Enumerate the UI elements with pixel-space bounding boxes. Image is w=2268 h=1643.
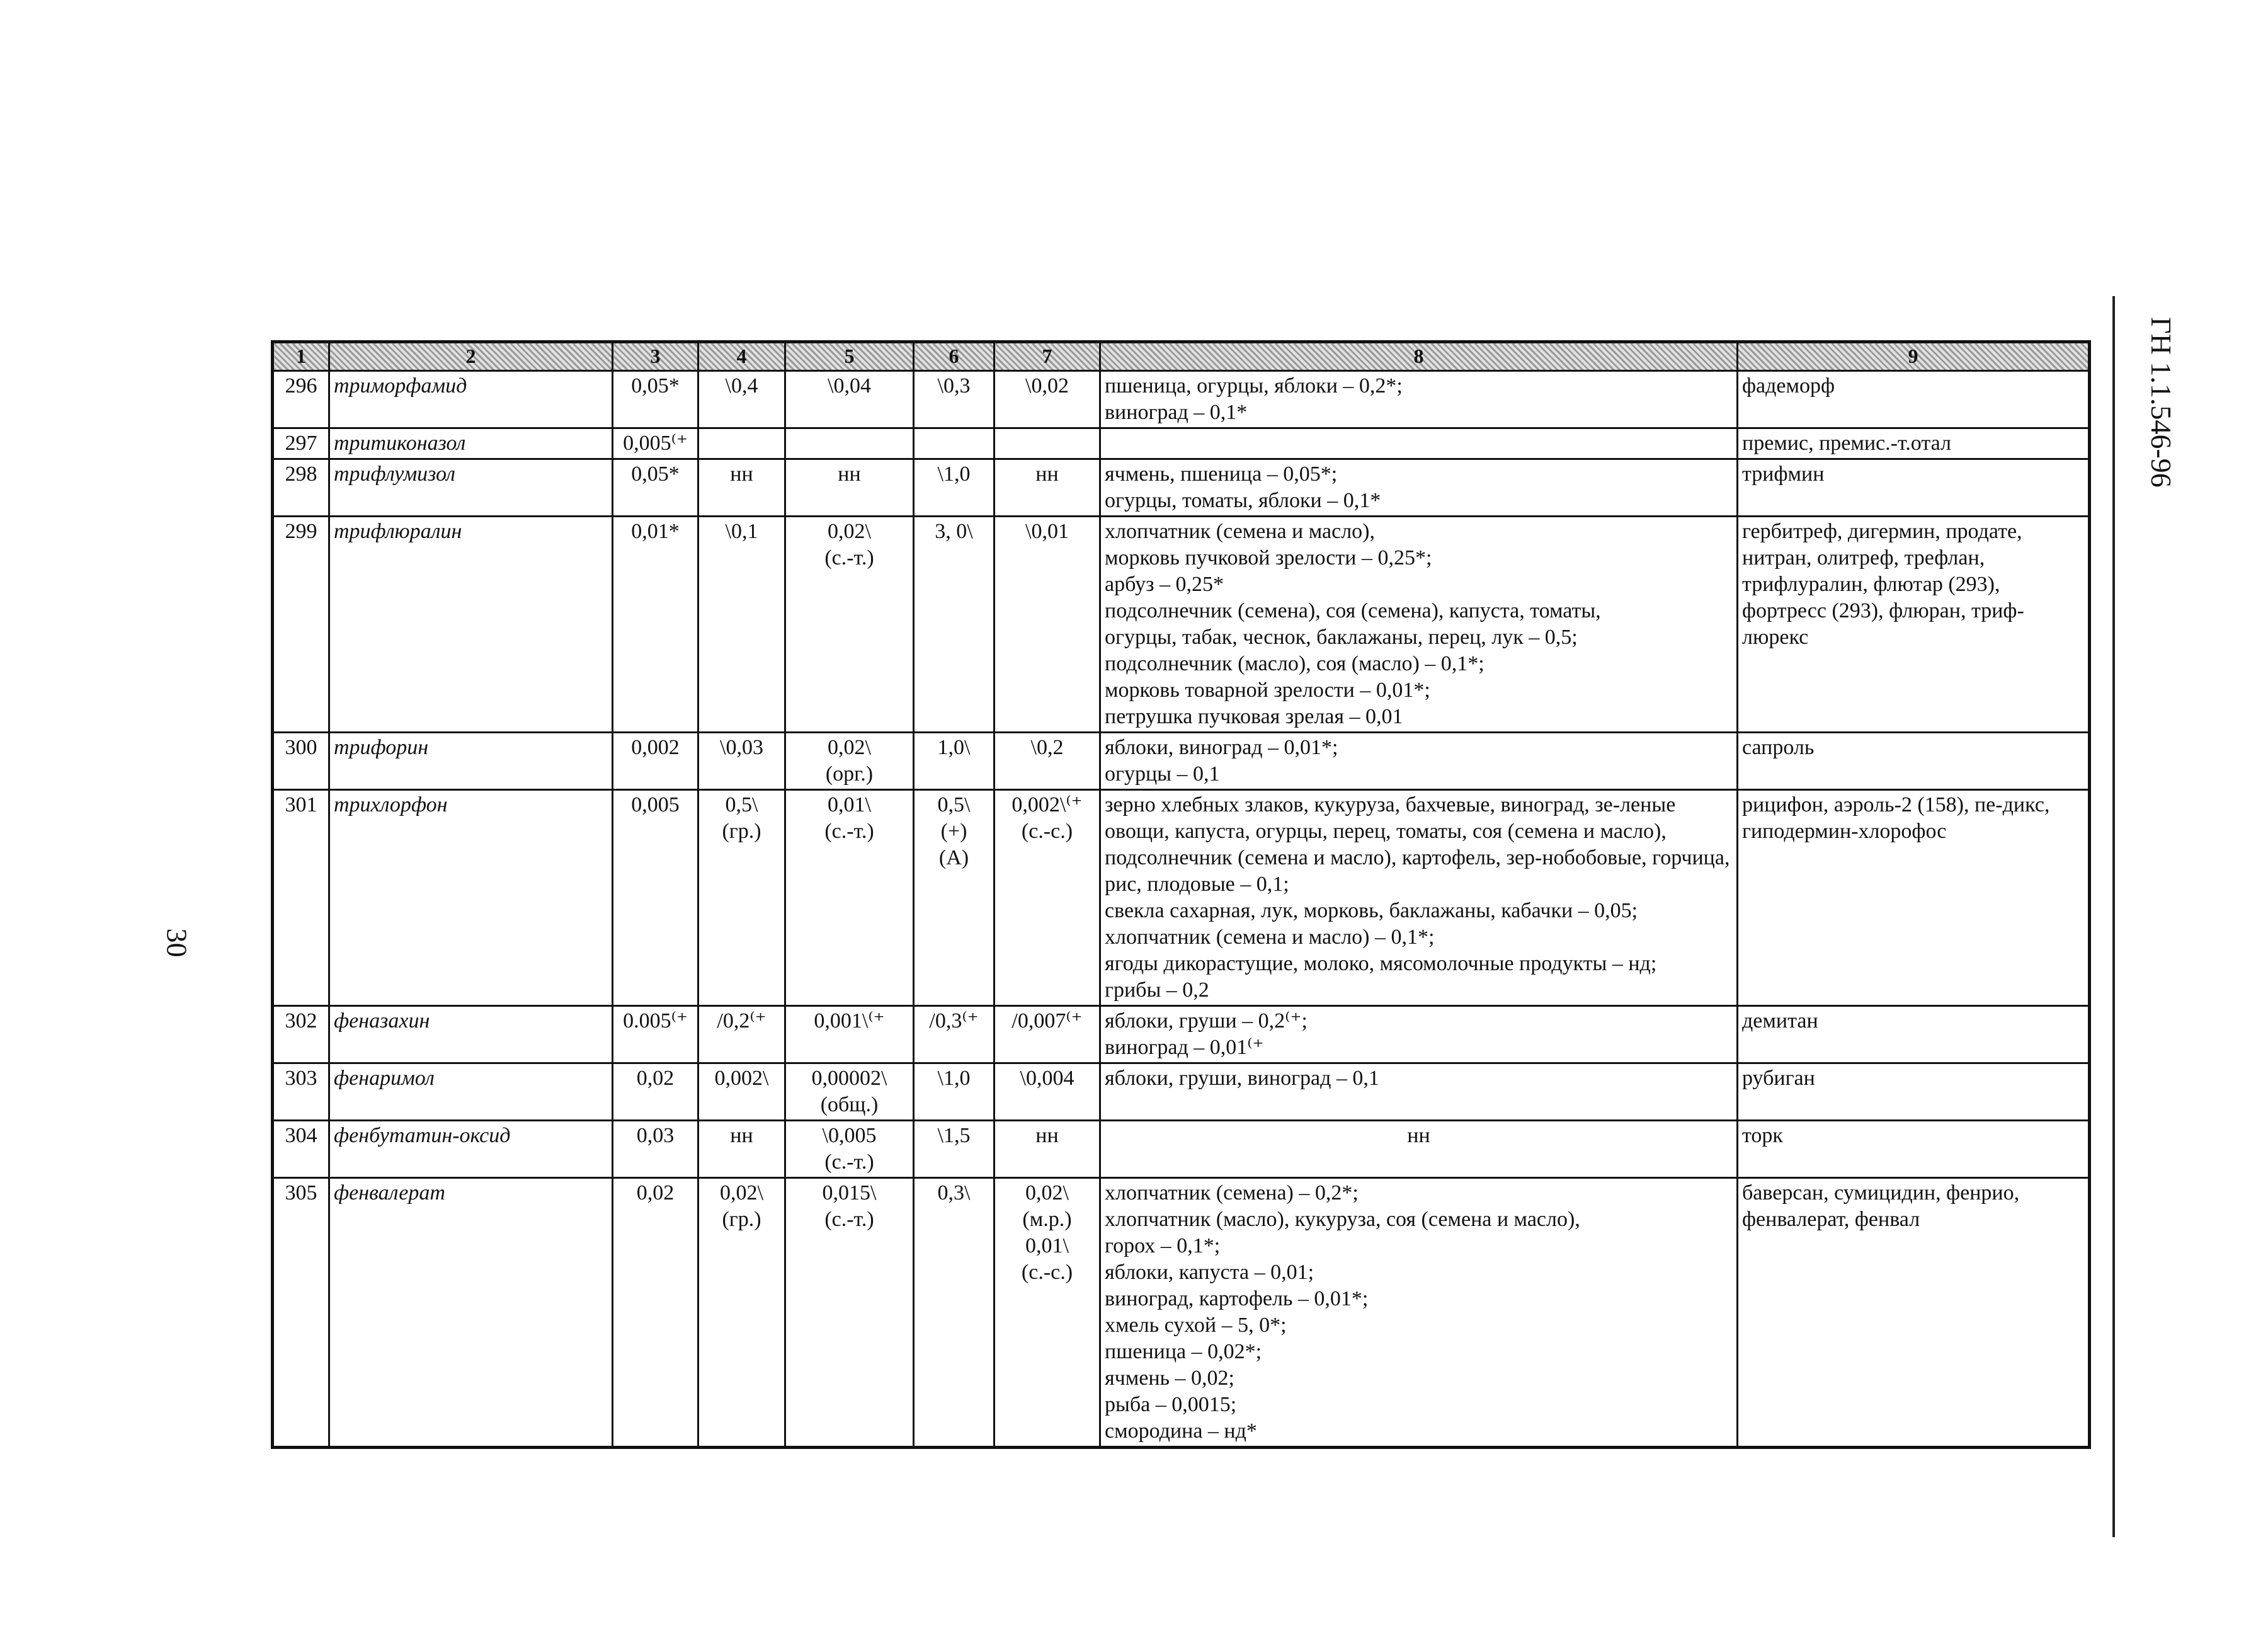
column-header: 1 [273, 342, 329, 371]
preparations-cell: фадеморф [1738, 371, 2090, 428]
value-cell: \0,004 [994, 1063, 1100, 1121]
value-cell: 0,02\ (орг.) [785, 733, 914, 790]
substance-name: фенбутатин-оксид [329, 1121, 613, 1178]
row-number: 301 [273, 790, 329, 1006]
substance-name: трифлюралин [329, 517, 613, 733]
value-cell [698, 428, 785, 459]
table-row [273, 1063, 2090, 1121]
value-cell: /0,007⁽⁺ [994, 1006, 1100, 1063]
products-cell: яблоки, виноград – 0,01*; огурцы – 0,1 [1100, 733, 1738, 790]
value-cell: нн [994, 1121, 1100, 1178]
column-header: 7 [994, 342, 1100, 371]
preparations-cell: трифмин [1738, 459, 2090, 517]
margin-rule [2112, 296, 2115, 1537]
row-number: 304 [273, 1121, 329, 1178]
substance-name: фенаримол [329, 1063, 613, 1121]
row-number: 303 [273, 1063, 329, 1121]
column-header: 9 [1738, 342, 2090, 371]
value-cell: 0,01\ (с.-т.) [785, 790, 914, 1006]
row-number: 299 [273, 517, 329, 733]
value-cell: нн [698, 459, 785, 517]
products-cell: пшеница, огурцы, яблоки – 0,2*; виноград – 0,1* [1100, 371, 1738, 428]
value-cell: 0,005 [613, 790, 698, 1006]
value-cell: 0,02\ (гр.) [698, 1178, 785, 1448]
value-cell: 0,05* [613, 459, 698, 517]
row-number: 298 [273, 459, 329, 517]
value-cell: /0,3⁽⁺ [914, 1006, 994, 1063]
column-header: 5 [785, 342, 914, 371]
value-cell: \0,4 [698, 371, 785, 428]
table-row [273, 1006, 2090, 1063]
value-cell: 0,001\⁽⁺ [785, 1006, 914, 1063]
table-row [273, 1178, 2090, 1448]
value-cell: 0,00002\ (общ.) [785, 1063, 914, 1121]
row-number: 296 [273, 371, 329, 428]
value-cell: \0,2 [994, 733, 1100, 790]
value-cell: 0,015\ (с.-т.) [785, 1178, 914, 1448]
value-cell: 0,02\ (м.р.) 0,01\ (с.-с.) [994, 1178, 1100, 1448]
products-cell: ячмень, пшеница – 0,05*; огурцы, томаты, яблоки – 0,1* [1100, 459, 1738, 517]
value-cell: 0,05* [613, 371, 698, 428]
value-cell: 3, 0\ [914, 517, 994, 733]
preparations-cell: демитан [1738, 1006, 2090, 1063]
value-cell: 0.005⁽⁺ [613, 1006, 698, 1063]
column-header: 3 [613, 342, 698, 371]
column-header: 6 [914, 342, 994, 371]
substance-name: феназахин [329, 1006, 613, 1063]
substance-name: триморфамид [329, 371, 613, 428]
table-row [273, 428, 2090, 459]
products-cell: зерно хлебных злаков, кукуруза, бахчевые, виноград, зе-леные овощи, капуста, огурцы, перец, томаты, соя (семена и масло), подсолнечник (семена и масло), картофель, зер-нобобовые, горчица, рис, плодовые – 0,1; свекла сахарная, лук, морковь, баклажаны, кабачки – 0,05; хлопчатник (семена и масло) – 0,1*; ягоды дикорастущие, молоко, мясомолочные продукты – нд; грибы – 0,2 [1100, 790, 1738, 1006]
table-row [273, 371, 2090, 428]
value-cell: \0,02 [994, 371, 1100, 428]
column-header: 2 [329, 342, 613, 371]
value-cell: 0,002\ [698, 1063, 785, 1121]
row-number: 305 [273, 1178, 329, 1448]
preparations-cell: рицифон, аэроль-2 (158), пе-дикс, гиподермин-хлорофос [1738, 790, 2090, 1006]
products-cell: яблоки, груши, виноград – 0,1 [1100, 1063, 1738, 1121]
products-cell [1100, 428, 1738, 459]
document-code: ГН 1.1.546-96 [2145, 317, 2177, 488]
value-cell: 0,03 [613, 1121, 698, 1178]
products-cell: хлопчатник (семена) – 0,2*; хлопчатник (масло), кукуруза, соя (семена и масло), горох – 0,1*; яблоки, капуста – 0,01; виноград, картофель – 0,01*; хмель сухой – 5, 0*; пшеница – 0,02*; ячмень – 0,02; рыба – 0,0015; смородина – нд* [1100, 1178, 1738, 1448]
row-number: 297 [273, 428, 329, 459]
value-cell: \0,04 [785, 371, 914, 428]
value-cell: \0,03 [698, 733, 785, 790]
value-cell: 0,01* [613, 517, 698, 733]
value-cell: 0,5\ (гр.) [698, 790, 785, 1006]
value-cell: 0,02 [613, 1178, 698, 1448]
preparations-cell: сапроль [1738, 733, 2090, 790]
value-cell: нн [698, 1121, 785, 1178]
preparations-cell: торк [1738, 1121, 2090, 1178]
substance-name: трифлумизол [329, 459, 613, 517]
value-cell: \0,005 (с.-т.) [785, 1121, 914, 1178]
column-header: 4 [698, 342, 785, 371]
value-cell: \0,01 [994, 517, 1100, 733]
value-cell: 0,005⁽⁺ [613, 428, 698, 459]
substance-name: тритиконазол [329, 428, 613, 459]
value-cell [914, 428, 994, 459]
table-row [273, 1121, 2090, 1178]
page-number: 30 [161, 928, 193, 958]
table-row [273, 790, 2090, 1006]
preparations-cell: гербитреф, дигермин, продате, нитран, олитреф, трефлан, трифлуралин, флютар (293), фортресс (293), флюран, триф-люрекс [1738, 517, 2090, 733]
products-cell: нн [1100, 1121, 1738, 1178]
value-cell: 1,0\ [914, 733, 994, 790]
value-cell: 0,02\ (с.-т.) [785, 517, 914, 733]
value-cell: \0,3 [914, 371, 994, 428]
value-cell: 0,002 [613, 733, 698, 790]
value-cell [785, 428, 914, 459]
data-table [271, 340, 2091, 1449]
column-header: 8 [1100, 342, 1738, 371]
products-cell: хлопчатник (семена и масло), морковь пучковой зрелости – 0,25*; арбуз – 0,25* подсолнечник (семена), соя (семена), капуста, томаты, огурцы, табак, чеснок, баклажаны, перец, лук – 0,5; подсолнечник (масло), соя (масло) – 0,1*; морковь товарной зрелости – 0,01*; петрушка пучковая зрелая – 0,01 [1100, 517, 1738, 733]
table-row [273, 517, 2090, 733]
value-cell: \0,1 [698, 517, 785, 733]
preparations-cell: баверсан, сумицидин, фенрио, фенвалерат, фенвал [1738, 1178, 2090, 1448]
value-cell: 0,5\ (+) (А) [914, 790, 994, 1006]
value-cell: \1,0 [914, 459, 994, 517]
preparations-cell: рубиган [1738, 1063, 2090, 1121]
substance-name: трихлорфон [329, 790, 613, 1006]
row-number: 300 [273, 733, 329, 790]
row-number: 302 [273, 1006, 329, 1063]
value-cell: 0,002\⁽⁺ (с.-с.) [994, 790, 1100, 1006]
substance-name: трифорин [329, 733, 613, 790]
products-cell: яблоки, груши – 0,2⁽⁺; виноград – 0,01⁽⁺ [1100, 1006, 1738, 1063]
preparations-cell: премис, премис.-т.отал [1738, 428, 2090, 459]
value-cell: \1,0 [914, 1063, 994, 1121]
substance-name: фенвалерат [329, 1178, 613, 1448]
table-header-row [273, 342, 2090, 371]
value-cell: \1,5 [914, 1121, 994, 1178]
value-cell: нн [785, 459, 914, 517]
value-cell: /0,2⁽⁺ [698, 1006, 785, 1063]
value-cell [994, 428, 1100, 459]
value-cell: нн [994, 459, 1100, 517]
table-row [273, 459, 2090, 517]
table-row [273, 733, 2090, 790]
value-cell: 0,02 [613, 1063, 698, 1121]
value-cell: 0,3\ [914, 1178, 994, 1448]
